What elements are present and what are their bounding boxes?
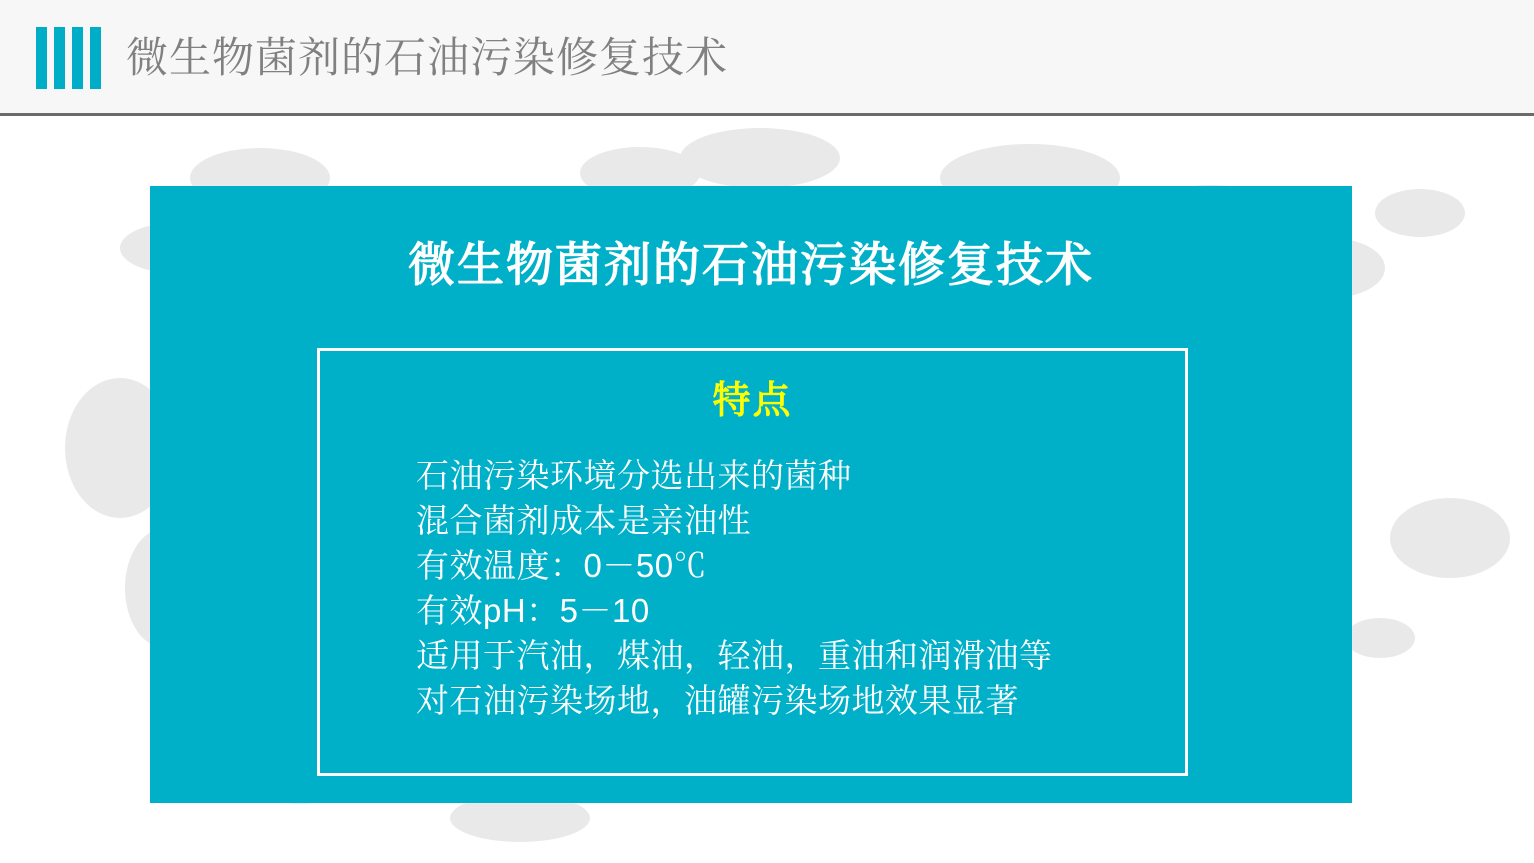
list-item: 石油污染环境分选出来的菌种 (416, 457, 852, 494)
features-box (317, 348, 1188, 776)
list-item: 有效pH：5－10 (416, 592, 650, 629)
header-accent-bars (36, 27, 102, 89)
accent-bar (72, 27, 83, 89)
panel-title: 微生物菌剂的石油污染修复技术 (408, 238, 1094, 291)
accent-bar (54, 27, 65, 89)
list-item: 混合菌剂成本是亲油性 (416, 502, 751, 539)
list-item: 有效温度：0－50℃ (416, 547, 708, 584)
accent-bar (36, 27, 47, 89)
features-list (416, 453, 1156, 723)
slide-header (0, 0, 1534, 115)
content-panel (150, 186, 1352, 803)
features-heading: 特点 (712, 380, 793, 422)
header-title: 微生物菌剂的石油污染修复技术 (126, 34, 729, 81)
accent-bar (90, 27, 101, 89)
list-item: 适用于汽油，煤油，轻油，重油和润滑油等 (416, 637, 1053, 674)
header-divider (0, 113, 1534, 116)
list-item: 对石油污染场地，油罐污染场地效果显著 (416, 682, 1019, 719)
